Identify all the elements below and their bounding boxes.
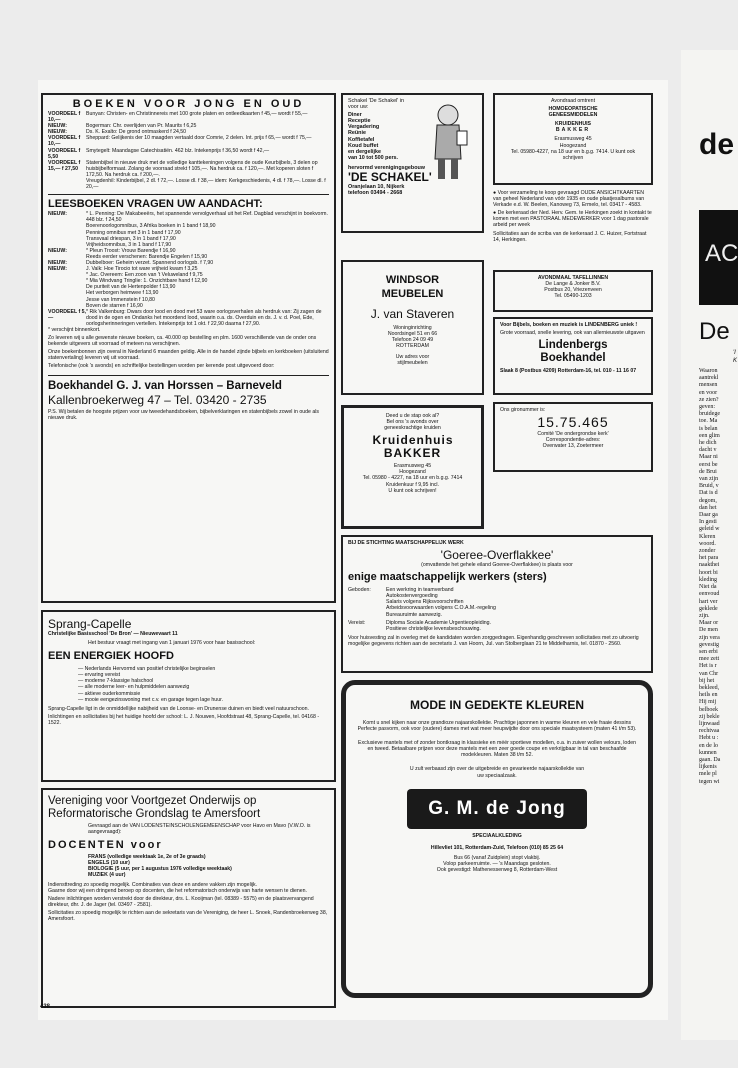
giro-ad <box>493 402 653 472</box>
schakel-tel: telefoon 03494 - 2668 <box>348 190 403 197</box>
kruiden-place: Hoogezand <box>399 469 426 476</box>
book-text: Smytegelt: Maandagse Catechisatiën. 462 blz. Intekenprijs f 36,50 wordt f 42,— <box>86 147 270 154</box>
vereniging-sub: Gevraagd aan de VAN LODENSTEINSCHOLENGEMEENSCHAP voor Havo en Mavo (V.W.O. is aangevraagd): <box>88 823 311 836</box>
school-item: — aktieve ouderkommissie <box>78 690 141 697</box>
reading-text: Het verborgen heimwee f 13,90 <box>86 290 159 297</box>
right-text-line: van Chr <box>699 670 719 677</box>
tafel-l3: Tel. 05490-1203 <box>554 293 592 300</box>
notice-item: ● Voor verzameling te koop gevraagd OUDE ANSICHTKAARTEN van geheel Nederland van vóór 1935 en oude plaatjesalbums van Verkade e.d. W. Beelen, Kanoweg 73, Ermelo, tel. 03417 - 4583. <box>493 190 645 209</box>
reading-text: * L. Penning: De Makabeeërs, het spannende vervolgverhaal uit het Ref. Dagblad verschijnt in boekvorm. 448 blz. f 24,50 <box>86 211 328 224</box>
school-item: — mooie eengezinswoning met c.v. en garage tegen lage huur. <box>78 696 223 703</box>
right-text-line: geleid w <box>699 526 720 533</box>
right-text-line: en de lo <box>699 742 718 749</box>
right-text-line: heils en <box>699 692 718 699</box>
mode-ad <box>341 680 653 998</box>
reading-text: Jesse van Immenstein f 10,80 <box>86 296 155 303</box>
books-title: BOEKEN VOOR JONG EN OUD <box>72 98 305 110</box>
kruiden-tel: Tel. 05980 - 4227, na 18 uur en b.g.g. 7414 <box>362 475 463 482</box>
kruiden-price: Kruidenkuur f 9,95 incl. <box>385 481 440 488</box>
right-text-line: belboek <box>699 706 718 713</box>
reading-p3: Telefonische (ook 's avonds) en schriftelijke bestellingen worden per kerende post uitgevoerd door: <box>48 363 275 370</box>
schakel-ad <box>341 93 484 233</box>
right-text-line: rechtvaa <box>699 728 720 735</box>
reading-text: Boven de starren f 16,90 <box>86 302 143 309</box>
tafel-l1: De Lange & Jonker B.V. <box>545 281 601 288</box>
schakel-name: 'DE SCHAKEL' <box>348 170 432 185</box>
right-text-line: mee zett <box>699 656 720 663</box>
book-row <box>48 148 329 160</box>
lindenbergs-sub: Grote voorraad, snelle levering, ook van allernieuwste uitgaven <box>500 330 645 337</box>
right-text-line: gaan. Da <box>699 756 721 763</box>
right-text-line: Dat is d <box>699 490 718 497</box>
reading-label: NIEUW: <box>48 247 67 254</box>
reading-row <box>48 211 329 223</box>
books-ad <box>41 93 336 603</box>
book-row <box>48 135 329 147</box>
right-text-line: bij het <box>699 677 715 684</box>
school-item: — Nederlands Hervormd van positief christelijke beginselen <box>78 666 216 673</box>
reading-row <box>48 309 329 327</box>
goeree-offer: Bureauruimte aanwezig. <box>386 611 442 618</box>
windsor-lines <box>348 325 477 349</box>
school-intro: Het bestuur vraagt met ingang van 1 januari 1976 voor haar basisschool: <box>88 640 256 647</box>
kruiden-addr: Erasmusweg 45 <box>393 463 432 470</box>
lindenbergs-head: Voor Bijbels, boeken en muziek is LINDENBERG uniek ! <box>500 322 638 328</box>
reading-label: VOORDEEL f 5,— <box>48 308 86 321</box>
right-text-line: dacht v <box>699 447 717 454</box>
child-illustration <box>423 101 473 185</box>
right-text-line: gevestig <box>699 641 719 648</box>
right-text-line: kleding <box>699 576 717 583</box>
right-text-line: lijnwaad <box>699 720 720 727</box>
right-text-line: De men <box>699 627 718 634</box>
tafel-ad <box>493 270 653 312</box>
right-text-line: Hebt u : <box>699 735 719 742</box>
shop-ps: P.S. Wij betalen de hoogste prijzen voor uw tweedehandsboeken, bijbelverklaringen en statenbijbels zowel in oude als nieuwe druk. <box>48 408 319 421</box>
homeo-ad <box>493 93 653 185</box>
book-label: NIEUW: <box>48 129 67 136</box>
right-text-line: het para <box>699 555 719 562</box>
schakel-item: Reünie <box>348 130 366 137</box>
goeree-ad <box>341 535 653 673</box>
right-text-line: een glim <box>699 432 720 439</box>
right-text-line: Het is r <box>699 663 717 670</box>
homeo-l2: HOMOEOPATISCHE GENEESMIDDELEN <box>548 106 598 119</box>
kruiden-lines <box>349 413 476 431</box>
windsor-title: WINDSOR MEUBELEN <box>381 274 444 300</box>
right-text-line: hart ver <box>699 598 718 605</box>
kruiden-cta: U kunt ook schrijven! <box>388 487 437 494</box>
book-text: Statenbijbel in nieuwe druk met de volledige kanttekeningen volgens de oude Keurbijbels, 3 delen op huisbijbelformaat. Zolang de voorraad strekt f 105,—. Na herdruk ca. f 120,—. Met koperen sloten f 172,50. Na herdruk ca. f 200,—. <box>86 159 318 178</box>
schakel-list <box>348 112 418 161</box>
right-text-line: Niet da <box>699 584 717 591</box>
goeree-offer-label: Geboden: <box>348 587 371 594</box>
book-label <box>48 178 86 190</box>
goeree-sub: (omvattende het gehele eiland Goeree-Overflakkee) is plaats voor <box>421 562 573 569</box>
right-text-line: In gesti <box>699 519 717 526</box>
goeree-offers <box>386 587 646 617</box>
right-text-line: Daar ga <box>699 512 718 519</box>
kruiden-ad <box>341 405 484 529</box>
homeo-l1: Avondraad omtrent <box>550 98 596 104</box>
book-row <box>48 111 329 123</box>
book-label: VOORDEEL f 10,— <box>48 135 81 148</box>
docenten-title: DOCENTEN voor <box>48 839 163 852</box>
vereniging-p4: Sollicitaties zo spoedig mogelijk te richten aan de sekretaris van de Vereniging, de heer L. Snoek, Randenbroekerweg 38, Amersfoort. <box>48 909 328 923</box>
shop-name: Boekhandel G. J. van Horssen – Barneveld <box>48 379 282 392</box>
reading-text: * Jac. Overeem: Een zoon van 't Veluweland f 9,75 <box>86 272 203 279</box>
school-vacancy: EEN ENERGIEK HOOFD <box>48 650 174 663</box>
schakel-item: en dergelijke <box>348 148 381 155</box>
goeree-p: Voor huisvesting zal in overleg met de kandidaten worden zorggedragen. Eigenhandig geschreven sollicitaties met zo uitvoerig mogelijke gegevens richten aan de secretaris J. van Hoorn, Jul. van Stolberglaan 21 te Middelharnis, tel. 01870 - 2560. <box>348 634 639 647</box>
mode-l3: Ook gevestigd: Mathenesserweg 8, Rotterdam-West <box>436 867 558 874</box>
giro-l2: Correspondentie-adres: <box>545 437 601 444</box>
book-text: Vreugdenhil: Kinderbijbel, 2 dl. f 72,—. Losse dl. f 38,— idem: Kerkgeschiedenis, 4 dl. f 78,—. Losse dl. f 20,— <box>86 178 326 191</box>
reading-text: J. Valk: Hoe Tirocio tot ware vrijheid kwam f 3,25 <box>86 266 198 273</box>
right-text-line: mele pl <box>699 771 717 778</box>
right-text-line: Hij mij <box>699 699 717 706</box>
right-text-line: Kleren <box>699 533 716 540</box>
right-text-line: degom, <box>699 497 717 504</box>
brand-logo <box>407 789 587 829</box>
right-text-line: sen erbi <box>699 648 718 655</box>
school-name: Christelijke Basisschool 'De Bron' — Nieuwevaart 11 <box>48 631 178 637</box>
kruiden-line: geneeskrachtige kruiden <box>384 425 441 432</box>
schakel-tag: hervormd verenigingsgebouw <box>348 164 425 171</box>
right-text-line: hoort bi <box>699 569 718 576</box>
right-de: De <box>699 318 730 345</box>
tafel-l2: Postbus 20, Vriezenveen <box>544 287 602 294</box>
giro-l3: Overwater 13, Zoetermeer <box>542 443 604 450</box>
lindenbergs-addr: Slaak 8 (Postbus 4209) Rotterdam-16, tel. 010 - 11 16 07 <box>500 368 637 375</box>
subject-item: MUZIEK (4 uur) <box>88 872 126 879</box>
mode-p3: U zult verbaasd zijn over de uitgebreide en gevarieerde najaarskollektie van uw speciaalzaak. <box>409 766 585 779</box>
schakel-item: Receptie <box>348 118 371 125</box>
mode-brand: G. M. de Jong <box>428 797 566 819</box>
lindenbergs-name: Lindenbergs Boekhandel <box>538 339 608 365</box>
right-text-line: van zijn <box>699 476 719 483</box>
right-page-edge <box>681 50 738 1040</box>
reading-list <box>48 211 329 327</box>
kruiden-line: Deed u de stap ook al? <box>385 413 440 419</box>
reading-p1: Zo leveren wij u alle gewenste nieuwe boeken, ca. 40.000 op bestelling en plm. 1600 verschillende van de onder ons bekende uitgevers uit voorraad of meteen na verschijnen. <box>48 335 317 348</box>
homeo-l3: KRUIDENHUIS <box>554 121 592 128</box>
schakel-item: Diner <box>348 112 362 119</box>
right-text-line: zonder <box>699 548 716 555</box>
reading-text: * Pleun Troost: Vrouw Barendje f 16,90 <box>86 247 176 254</box>
right-text-line: en voor <box>699 389 718 396</box>
notice-item: Sollicitaties aan de scriba van de kerkeraad J. C. Huizer, Fortstraat 14, Herkingen. <box>493 230 647 243</box>
goeree-title: enige maatschappelijk werkers (sters) <box>348 571 547 584</box>
right-text-line: naakthei <box>699 562 720 569</box>
vereniging-p1: Indiensttreding zo spoedig mogelijk. Combinaties van deze en andere vakken zijn mogelijk. <box>48 881 258 888</box>
school-list <box>48 666 329 703</box>
vereniging-title: Vereniging voor Voortgezet Onderwijs op Reformatorische Grondslag te Amersfoort <box>48 795 261 820</box>
tafel-title: AVONDMAAL TAFELLINNEN <box>537 275 609 281</box>
subjects-list <box>48 854 329 878</box>
windsor-line: Noordsingel 51 en 66 <box>387 331 438 338</box>
homeo-l6: Hoogezand <box>559 142 587 149</box>
goeree-reqs <box>386 620 646 632</box>
mode-l1: Bus 66 (vanaf Zuidplein) stopt vlakbij. <box>453 854 541 861</box>
schakel-addr: Oranjelaan 10, Nijkerk <box>348 184 405 191</box>
goeree-req: Diploma Sociale Academie Urgentieopleiding. <box>386 619 491 626</box>
right-text-line: Maar or <box>699 620 719 627</box>
reading-title: LEESBOEKEN VRAGEN UW AANDACHT: <box>48 198 263 211</box>
school-item: — moderne 7-klassige halschool <box>78 678 154 685</box>
notice-item: ● De kerkeraad der Ned. Herv. Gem. te Herkingen zoekt in kontakt te komen met een PASTORAAL MEDEWERKER voor 1 dag pastorale arbeid per week <box>493 210 652 229</box>
vereniging-p2: Gaarne door wij een dringend beroep op docenten, die het reformatorisch onderwijs van harte wensen te dienen. <box>48 887 307 894</box>
page-number: 438 <box>40 1004 51 1010</box>
mode-title: MODE IN GEDEKTE KLEUREN <box>409 698 584 712</box>
right-text-line: woord. <box>699 540 716 547</box>
reading-text: Boerenoorlogomnibus, 3 Afrika boeken in 1 band f 18,90 <box>86 223 216 230</box>
kruiden-line: Bel ons 's avonds over <box>386 419 439 426</box>
windsor-f1: Uw adres voor <box>395 354 430 361</box>
right-text-line: toe. Ma <box>699 418 718 425</box>
goeree-name: 'Goeree-Overflakkee' <box>440 548 554 563</box>
windsor-line: Telefoon 24 09 49 <box>391 337 434 344</box>
vereniging-p3: Nadere inlichtingen worden verstrekt door de direkteur, drs. L. Kooijman (tel. 08389 - 5575) en de plaatsvervangend direkteur, dhr. J. de Jager (tel. 03497 - 2581). <box>48 895 314 908</box>
reading-label: NIEUW: <box>48 211 67 218</box>
lindenbergs-ad <box>493 317 653 395</box>
right-i1: 'I <box>733 350 736 356</box>
goeree-offer: Arbeidsvoorwaarden volgens C.O.A.M.-regeling <box>386 605 496 612</box>
right-text-line: lijkenis <box>699 764 717 771</box>
book-text: Bogerman: Chr. overlijden van Pr. Maurits f 6,25 <box>86 123 197 130</box>
reading-text: Reeds eerder verschenen: Barendje Engelen f 15,90 <box>86 253 208 260</box>
book-text: Sheppard: Gelijkenis der 10 maagden vertaald door Comrie, 2 delen. Int. prijs f 65,— wordt f 75,— <box>86 135 312 142</box>
homeo-l7: Tel. 05980-4227, na 18 uur en b.g.g. 7414. U kunt ook schrijven <box>510 148 636 161</box>
homeo-l4: BAKKER <box>555 127 591 134</box>
magazine-page <box>38 80 668 1020</box>
right-text-line: Waaron <box>699 368 718 374</box>
book-text: Bunyan: Christen- en Christinnereis met 100 grote platen en ontleedkaarten f 45,— wordt f 55,— <box>86 111 308 117</box>
mode-special: SPECIAALKLEDING <box>472 832 522 839</box>
book-label: NIEUW: <box>48 123 67 130</box>
goeree-req: Positieve christelijke levensbeschouwing. <box>386 625 481 632</box>
reading-label: NIEUW: <box>48 259 67 266</box>
goeree-offer: Een werkring in teamverband <box>386 587 454 594</box>
book-label: VOORDEEL f 10,— <box>48 111 81 124</box>
windsor-f2: stijlmeubelen <box>397 360 428 367</box>
school-p2: Inlichtingen en sollicitaties bij het huidige hoofd der school: L. J. Nouwen, Hoofdstraat 48, Sprang-Capelle, tel. 04168 - 1522. <box>48 713 320 726</box>
giro-label: Ons gironummer is: <box>500 407 546 413</box>
reading-text: * Mia Windvang Tringlie: 1. Onzichtbare hand f 12,90 <box>86 278 208 285</box>
right-text-line: Maar ni <box>699 454 718 461</box>
right-ac: AC <box>705 240 738 267</box>
right-text-line: Bruid, v <box>699 483 719 490</box>
book-label: VOORDEEL f 15,— f 27,50 <box>48 159 81 172</box>
reading-text: Transvaal driespan, 3 in 1 band f 17,90 <box>86 235 176 242</box>
right-text-line: mensen <box>699 382 718 389</box>
book-text: Ds. K. Exalto: De grond ontmaskerd f 24,50 <box>86 129 187 136</box>
books-list <box>48 111 329 190</box>
reading-p2: Onze boekenbonnen zijn overal in Nederland 6 maanden geldig. Alle in de handel zijnde bijbels en kerkboeken (uitsluitend statenvertaling) leveren wij uit voorraad. <box>48 349 329 362</box>
right-i2: K <box>733 358 738 364</box>
goeree-offer: Salaris volgens Rijksvoorschriften <box>386 599 464 606</box>
book-label: VOORDEEL f 5,50 <box>48 147 81 160</box>
right-text-line: eenvoud <box>699 591 720 598</box>
right-text-line: bekleed, <box>699 684 720 691</box>
right-text-line: geklede <box>699 605 718 612</box>
homeo-l5: Erasmusweg 45 <box>554 136 592 143</box>
shop-address: Kallenbroekerweg 47 – Tel. 03420 - 2735 <box>48 392 267 407</box>
right-text-line: bruidege <box>699 411 720 418</box>
right-dark-block <box>699 210 738 305</box>
right-text-line: zijn vera <box>699 634 720 641</box>
right-text-line: is belan <box>699 425 718 432</box>
reading-text: Vrijheidsomnibus, 3 in 1 band f 17,90 <box>86 241 172 248</box>
right-text-line: tegen wi <box>699 778 720 785</box>
kruiden-name: Kruidenhuis BAKKER <box>372 433 454 461</box>
goeree-req-label: Vereist: <box>348 619 366 626</box>
right-big-heading: de <box>699 128 735 161</box>
right-text-line: ze zien? <box>699 396 719 403</box>
schakel-intro: Schakel 'De Schakel' in voor uw: <box>348 98 404 111</box>
school-item: — alle moderne leer- en hulpmiddelen aanwezig <box>78 684 190 691</box>
school-place: Sprang-Capelle <box>48 617 132 631</box>
subject-item: ENGELS (10 uur) <box>88 860 130 867</box>
windsor-line: Woninginrichting <box>393 325 432 331</box>
schakel-item: Koud buffet <box>348 142 379 149</box>
goeree-offer: Autokostenvergoeding <box>386 593 438 600</box>
windsor-line: ROTTERDAM <box>396 343 429 350</box>
school-ad <box>41 610 336 782</box>
giro-l1: Comité 'De ondergrondse kerk' <box>537 431 609 438</box>
subject-item: FRANS (volledige weektaak 1e, 2e of 3e graads) <box>88 854 206 861</box>
mode-l2: Volop parkeerruimte. — 's Maandags gesloten. <box>443 860 551 867</box>
schakel-item: Vergadering <box>348 124 380 131</box>
schakel-item: van 10 tot 500 pers. <box>348 154 399 161</box>
vereniging-ad <box>41 788 336 1008</box>
right-text-line: dan het <box>699 504 717 511</box>
book-row <box>48 160 329 178</box>
windsor-ad <box>341 260 484 395</box>
reading-text: * Rik Valkenburg: Dwars door lood en dood met 53 ware oorlogsverhalen als herdruk van: Zij zagen de dood in de ogen en Ondanks het moordend lood, waarin o.a. ds. Overduin en ds. J. v. d. Poel, Ede, oorlogsherinneringen vertellen. Intekenprijs tot 1 okt. f 22,90 daarna f 27,90. <box>86 308 322 327</box>
notices <box>493 190 653 245</box>
right-text-line: eerst be <box>699 461 718 468</box>
reading-text: Penning omnibus met 3 in 1 band f 17,90 <box>86 229 181 236</box>
windsor-name: J. van Staveren <box>370 307 455 321</box>
right-text-line: zijn. <box>699 612 710 619</box>
school-p1: Sprang-Capelle ligt in de onmiddellijke nabijheid van de Loonse- en Drunense duinen en biedt veel natuurschoon. <box>48 705 309 712</box>
right-text-line: he dich <box>699 440 717 447</box>
giro-number: 15.75.465 <box>537 414 609 431</box>
reading-text: Dubbelboer: Geheim verzet. Spannend oorlogsb. f 7,90 <box>86 259 214 266</box>
right-text-line: de Brui <box>699 468 717 475</box>
mode-addr: Hillevliet 101, Rotterdam-Zuid, Telefoon (010) 85 25 64 <box>430 844 564 851</box>
right-text-line: geven: <box>699 404 715 411</box>
reading-note: * verschijnt binnenkort. <box>48 327 101 333</box>
schakel-item: Koffietafel <box>348 136 375 143</box>
goeree-top: BIJ DE STICHTING MAATSCHAPPELIJK WERK <box>348 540 464 546</box>
right-text-line: kunnen <box>699 749 717 756</box>
school-item: — ervaring vereist <box>78 672 121 679</box>
right-text-line: aantrekl <box>699 375 719 382</box>
reading-text: De puriteit van de Hertenpolder f 13,90 <box>86 284 176 291</box>
right-text-column <box>699 368 738 786</box>
mode-p1: Komt u snel kijken naar onze grandioze najaarskollektie. Prachtige japonnen in warme kleuren en vele fraaie dessins Perfecte pasvorm, ook voor (oudere) dames met wat meer heupwijdte door ons speciale maatsysteem (maten 41 t/m 53). <box>357 720 637 733</box>
right-text-line: zij bekle <box>699 713 720 720</box>
mode-p2: Exclusieve mantels met of zonder bontkraag in klassieke en méér sportieve modellen, o.a. in zuiver wollen velours, loden en tweed. Betaalbare prijzen voor deze mantels met een zeer goede coupe en verkrijgbaar in tal van beschaafde modekleuren. Maten 38 t/m 52. <box>358 740 636 759</box>
book-row <box>48 178 329 190</box>
subject-item: BIOLOGIE (5 uur, per 1 augustus 1976 volledige weektaak) <box>88 866 232 873</box>
reading-label: NIEUW: <box>48 266 67 273</box>
